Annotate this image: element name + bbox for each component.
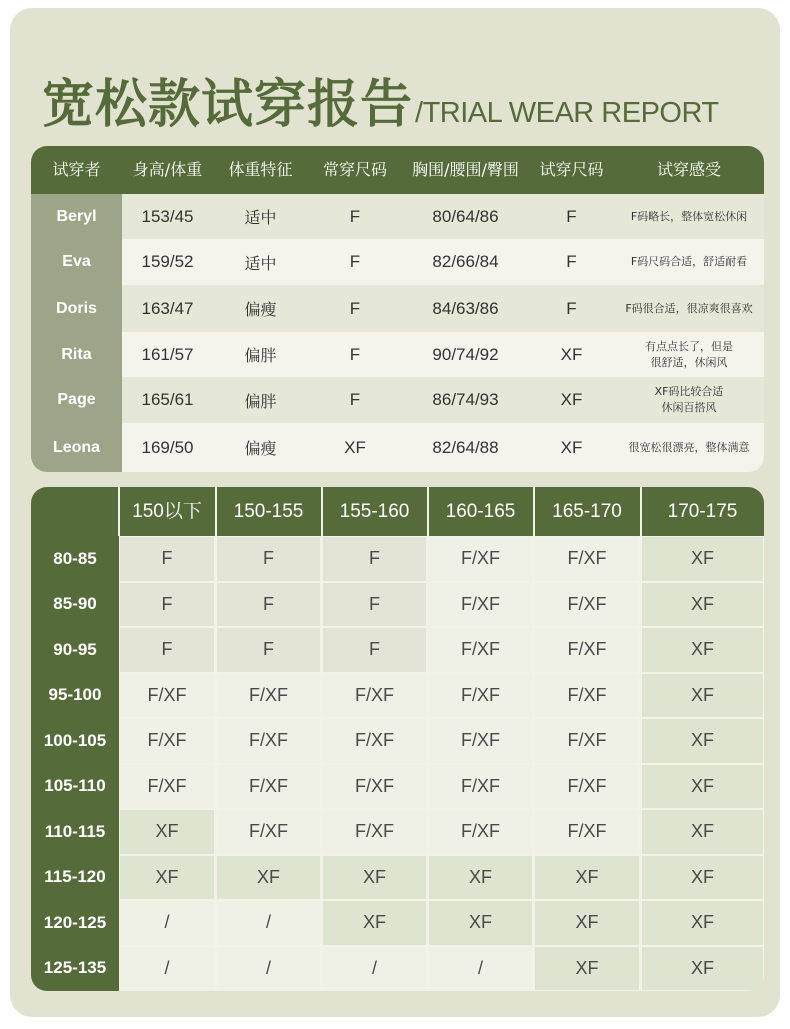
title-main: 宽松款试穿报告 (42, 75, 414, 135)
trial-header-2: 体重特征 (228, 160, 293, 179)
size-cell: XF (642, 947, 763, 991)
size-cell: XF (429, 901, 532, 945)
size-cell: F/XF (217, 765, 320, 809)
trial-cell-feel (614, 285, 764, 332)
trial-cell-feel (614, 423, 764, 472)
table-row (31, 855, 764, 901)
table-row (31, 285, 764, 332)
size-cell: XF (429, 856, 532, 900)
trial-cell-hw: 169/50 (141, 437, 194, 457)
trial-cell-bwh: 80/64/86 (432, 206, 499, 226)
size-cell: XF (120, 856, 214, 900)
trial-cell-hw: 165/61 (141, 390, 194, 409)
tester-name: Page (31, 377, 122, 423)
trial-header-3: 常穿尺码 (322, 160, 387, 179)
trial-header-5: 试穿尺码 (539, 160, 604, 179)
size-cell: XF (642, 628, 763, 672)
size-cell: / (429, 947, 532, 991)
size-cell: F/XF (535, 628, 639, 672)
trial-cell-hw: 159/52 (141, 252, 194, 271)
size-table-header (31, 487, 764, 536)
table-row (31, 718, 764, 764)
weight-range: 105-110 (44, 776, 106, 796)
page-title (42, 66, 719, 136)
table-row (31, 239, 764, 285)
height-header-5: 170-175 (667, 501, 738, 522)
table-row (31, 764, 764, 810)
size-cell: F/XF (535, 810, 639, 854)
size-cell: F/XF (323, 765, 426, 809)
weight-range: 110-115 (44, 821, 106, 841)
weight-range: 80-85 (53, 548, 97, 568)
trial-cell-hw: 153/45 (141, 206, 194, 226)
size-cell: XF (642, 765, 763, 809)
size-cell: XF (642, 856, 763, 900)
tester-name: Rita (31, 332, 122, 377)
table-row (31, 673, 764, 719)
header-divider (118, 487, 120, 536)
size-cell: F/XF (535, 674, 639, 718)
size-cell: XF (217, 856, 320, 900)
trial-cell-tried: F (566, 298, 577, 318)
size-cell: F (120, 537, 214, 581)
size-cell: XF (642, 901, 763, 945)
size-cell: XF (535, 856, 639, 900)
size-cell: XF (535, 901, 639, 945)
size-cell: F/XF (429, 719, 532, 763)
weight-range: 90-95 (53, 639, 97, 659)
trial-cell-hw: 163/47 (141, 298, 194, 318)
trial-cell-bwh: 86/74/93 (432, 390, 499, 409)
size-cell: F/XF (120, 719, 214, 763)
trial-cell-tried: F (566, 206, 577, 226)
size-cell: / (120, 947, 214, 991)
trial-cell-tried: XF (560, 390, 583, 409)
trial-table-header (31, 146, 764, 194)
size-cell: F/XF (429, 674, 532, 718)
size-cell: XF (120, 810, 214, 854)
size-cell: XF (642, 719, 763, 763)
size-cell: F/XF (120, 674, 214, 718)
trial-cell-feel (614, 239, 764, 285)
trial-cell-feel (614, 194, 764, 239)
size-cell: F/XF (535, 719, 639, 763)
size-cell: / (217, 901, 320, 945)
trial-cell-tried: XF (560, 344, 583, 364)
size-cell: F/XF (217, 810, 320, 854)
size-cell: F/XF (429, 628, 532, 672)
trial-cell-feature: 适中 (244, 208, 277, 227)
table-row (31, 627, 764, 673)
trial-header-6: 试穿感受 (656, 160, 721, 179)
feel-text: F码很合适，很凉爽很喜欢 (625, 301, 753, 315)
tester-name: Leona (31, 423, 122, 472)
tester-name: Doris (31, 285, 122, 332)
size-cell: / (217, 947, 320, 991)
size-cell: F (323, 628, 426, 672)
size-cell: F (217, 583, 320, 627)
size-cell: F/XF (535, 765, 639, 809)
weight-range: 85-90 (53, 594, 97, 614)
height-header-2: 155-160 (339, 501, 410, 522)
size-cell: / (323, 947, 426, 991)
table-row (31, 582, 764, 628)
weight-range: 120-125 (43, 912, 107, 932)
size-cell: F/XF (120, 765, 214, 809)
tester-name: Beryl (31, 194, 122, 239)
weight-range: 125-135 (43, 958, 107, 978)
trial-cell-hw: 161/57 (141, 344, 194, 364)
height-header-1: 150-155 (233, 501, 304, 522)
table-row (31, 332, 764, 377)
weight-range: 95-100 (48, 685, 102, 705)
table-row (31, 536, 764, 582)
trial-cell-feature: 偏瘦 (244, 439, 277, 458)
weight-range: 100-105 (43, 730, 107, 750)
trial-cell-bwh: 82/64/88 (432, 437, 499, 457)
table-row (31, 377, 764, 423)
trial-cell-bwh: 84/63/86 (432, 298, 499, 318)
size-cell: F (217, 537, 320, 581)
size-cell: F/XF (429, 765, 532, 809)
trial-header-4: 胸围/腰围/臀围 (412, 160, 519, 179)
feel-text: 很宽松很漂亮，整体满意 (628, 440, 750, 454)
table-row (31, 946, 764, 992)
size-cell: F/XF (217, 719, 320, 763)
header-divider (427, 487, 429, 536)
height-header-0: 150以下 (132, 501, 202, 522)
trial-cell-feel (614, 377, 764, 423)
header-divider (215, 487, 217, 536)
size-cell: XF (535, 947, 639, 991)
size-cell: XF (642, 537, 763, 581)
trial-report-table (31, 146, 764, 472)
size-cell: XF (642, 583, 763, 627)
table-row (31, 900, 764, 946)
trial-header-0: 试穿者 (52, 160, 101, 179)
table-row (31, 423, 764, 472)
size-cell: F/XF (535, 537, 639, 581)
weight-range: 115-120 (44, 867, 106, 887)
size-cell: F (120, 628, 214, 672)
trial-cell-usual: XF (344, 437, 366, 457)
trial-cell-usual: F (349, 298, 361, 318)
trial-cell-usual: F (349, 390, 361, 409)
size-cell: F/XF (429, 583, 532, 627)
table-row (31, 194, 764, 239)
trial-cell-feel (614, 332, 764, 377)
size-cell: F (323, 583, 426, 627)
size-cell: / (120, 901, 214, 945)
size-cell: XF (323, 856, 426, 900)
trial-cell-usual: F (349, 344, 361, 364)
trial-cell-bwh: 82/66/84 (432, 252, 499, 271)
size-cell: F/XF (535, 583, 639, 627)
tester-name: Eva (31, 239, 122, 285)
table-row (31, 809, 764, 855)
height-header-3: 160-165 (445, 501, 516, 522)
size-cell: F/XF (429, 537, 532, 581)
feel-text: F码略长，整体宽松休闲 (630, 209, 748, 223)
size-cell: F (120, 583, 214, 627)
size-cell: XF (642, 810, 763, 854)
header-divider (533, 487, 535, 536)
header-divider (321, 487, 323, 536)
feel-text: F码尺码合适，舒适耐看 (630, 255, 748, 268)
trial-header-1: 身高/体重 (132, 160, 203, 179)
trial-cell-tried: XF (560, 437, 583, 457)
trial-cell-usual: F (349, 206, 361, 226)
trial-cell-feature: 偏胖 (244, 346, 277, 365)
size-cell: F/XF (323, 674, 426, 718)
size-cell: F/XF (429, 810, 532, 854)
size-cell: XF (323, 901, 426, 945)
height-header-4: 165-170 (552, 501, 622, 522)
size-cell: F/XF (217, 674, 320, 718)
trial-cell-tried: F (566, 252, 577, 271)
trial-cell-feature: 适中 (244, 253, 277, 273)
feel-text: 有点点长了，但是 很舒适，休闲风 (645, 339, 733, 369)
trial-cell-bwh: 90/74/92 (432, 344, 499, 364)
size-cell: F (217, 628, 320, 672)
trial-cell-feature: 偏瘦 (244, 300, 277, 319)
title-subtitle: /TRIAL WEAR REPORT (415, 97, 719, 129)
feel-text: XF码比较合适 休闲百搭风 (654, 385, 724, 414)
size-cell: F (323, 537, 426, 581)
trial-cell-usual: F (349, 252, 361, 271)
size-cell: XF (642, 674, 763, 718)
size-cell: F/XF (323, 810, 426, 854)
size-cell: F/XF (323, 719, 426, 763)
size-chart-table (31, 487, 764, 991)
header-divider (640, 487, 642, 536)
trial-cell-feature: 偏胖 (244, 391, 277, 411)
